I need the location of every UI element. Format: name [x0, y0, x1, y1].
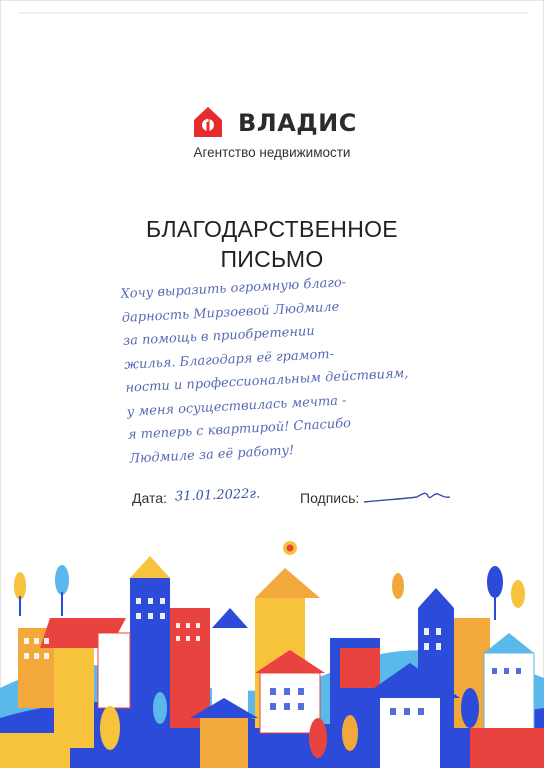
letter-line: у меня осуществилась мечта - — [126, 392, 347, 420]
brand-name: ВЛАДИС — [238, 109, 357, 137]
letter-line: я теперь с квартирой! Спасибо — [127, 416, 352, 443]
city-illustration — [0, 538, 544, 768]
document-title — [0, 214, 544, 274]
signature — [362, 488, 452, 508]
date-label: Дата: — [132, 490, 167, 506]
letter-line: ности и профессиональным действиям, — [125, 366, 409, 396]
letter-line: Хочу выразить огромную благо- — [120, 275, 347, 302]
title-line-1: БЛАГОДАРСТВЕННОЕ — [146, 216, 398, 242]
brand-subtitle: Агентство недвижимости — [193, 145, 351, 160]
letter-line: дарность Мирзоевой Людмиле — [121, 299, 340, 326]
company-logo — [0, 102, 544, 162]
signature-label: Подпись: — [300, 490, 360, 506]
date-value: 31.01.2022г. — [174, 486, 261, 505]
footer — [0, 488, 544, 512]
letter-line: Людмиле за её работу! — [128, 442, 295, 467]
letter-line: за помощь в приобретении — [122, 323, 316, 349]
handwritten-letter — [120, 266, 449, 470]
house-key-icon — [190, 105, 230, 139]
title-line-2: ПИСЬМО — [220, 246, 324, 272]
letter-line: жилья. Благодаря её грамот- — [123, 346, 335, 373]
